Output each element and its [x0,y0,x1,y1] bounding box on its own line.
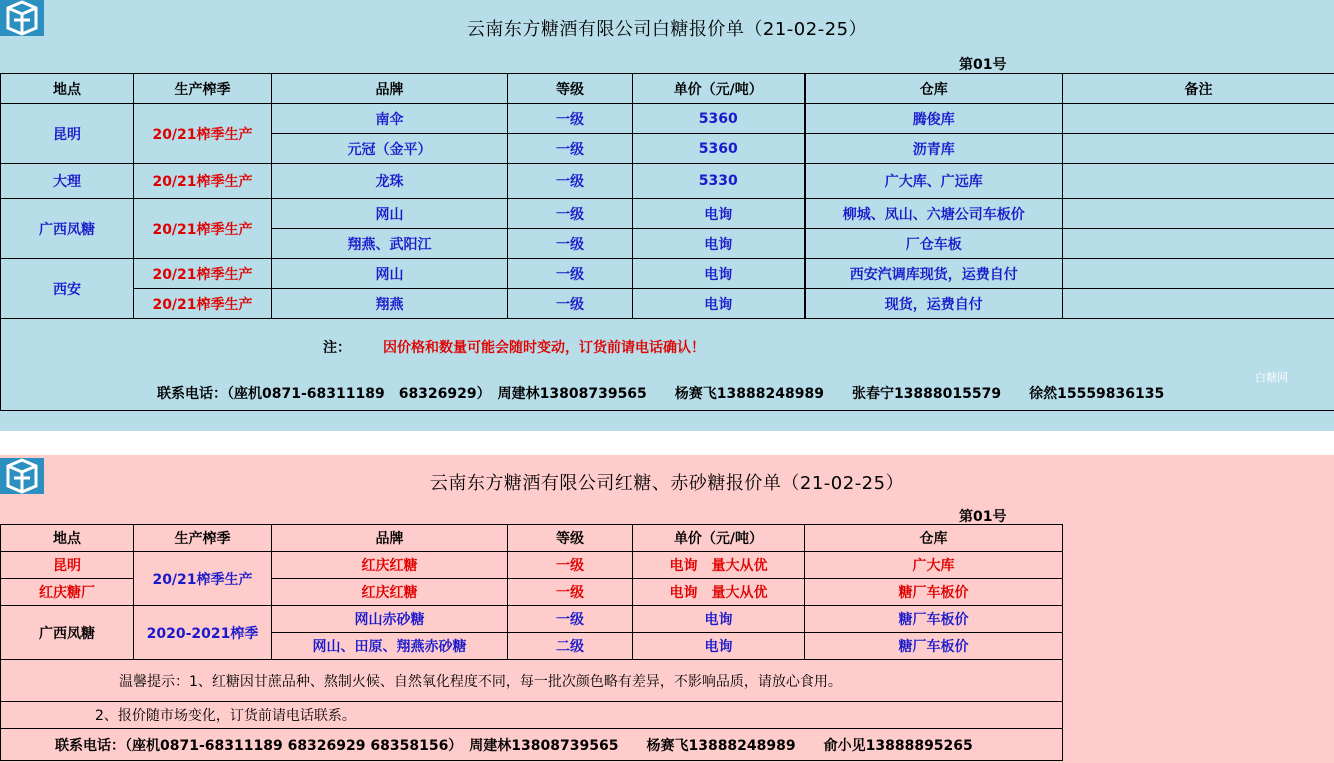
warehouse-cell: 广大库 [805,552,1063,579]
red-sugar-table [0,524,1063,761]
red-sugar-doc-number: 第01号 [959,509,1007,525]
price-cell: 5360 [633,104,805,134]
table-header-row [1,525,1063,552]
red-sugar-sheet [0,455,1334,763]
header-brand: 品牌 [272,74,508,104]
table-row [1,104,1334,134]
brand-cell: 元冠（金平） [272,134,508,164]
table-row [1,164,1334,199]
price-cell: 电询 [633,229,805,259]
table-row [1,289,1334,319]
warehouse-cell: 广大库、广远库 [805,164,1063,199]
brand-cell: 翔燕 [272,289,508,319]
season-cell: 20/21榨季生产 [134,164,272,199]
contact-info: 联系电话：（座机0871-68311189 68326929 68358156） 周建林13808739565 杨赛飞13888248989 俞小见13888895265 [1,729,1063,761]
header-price: 单价（元/吨） [633,74,805,104]
grade-cell: 一级 [508,104,633,134]
table-row [1,199,1334,229]
remark-cell [1063,134,1334,164]
location-cell: 大理 [1,164,134,199]
grade-cell: 一级 [508,134,633,164]
table-row [1,552,1063,579]
brand-cell: 网山赤砂糖 [272,606,508,633]
price-cell: 电询 [633,606,805,633]
grade-cell: 一级 [508,199,633,229]
contact-info: 联系电话：（座机0871-68311189 68326929） 周建林13808739565 杨赛飞13888248989 张春宁13888015579 徐然15559836135 [157,386,1165,402]
brand-cell: 红庆红糖 [272,579,508,606]
season-cell: 20/21榨季生产 [134,259,272,289]
season-cell: 20/21榨季生产 [134,199,272,259]
tip-row [1,660,1063,702]
grade-cell: 一级 [508,579,633,606]
remark-cell [1063,104,1334,134]
grade-cell: 一级 [508,229,633,259]
white-sugar-title: 云南东方糖酒有限公司白糖报价单（21-02-25） [466,19,868,40]
header-price: 单价（元/吨） [633,525,805,552]
header-season: 生产榨季 [134,525,272,552]
price-cell: 5360 [633,134,805,164]
warehouse-cell: 糖厂车板价 [805,633,1063,660]
grade-cell: 一级 [508,552,633,579]
remark-cell [1063,229,1334,259]
brand-cell: 南伞 [272,104,508,134]
location-cell: 西安 [1,259,134,319]
warehouse-cell: 腾俊库 [805,104,1063,134]
brand-cell: 网山、田原、翔燕赤砂糖 [272,633,508,660]
header-location: 地点 [1,74,134,104]
location-cell: 昆明 [1,104,134,164]
season-cell: 20/21榨季生产 [134,289,272,319]
watermark: 白糖网 [1255,371,1288,384]
remark-cell [1063,199,1334,229]
price-cell: 电询 [633,633,805,660]
header-brand: 品牌 [272,525,508,552]
contact-row [1,729,1063,761]
header-location: 地点 [1,525,134,552]
price-cell: 电询 [633,199,805,229]
brand-cell: 网山 [272,199,508,229]
grade-cell: 一级 [508,606,633,633]
grade-cell: 一级 [508,289,633,319]
brand-cell: 龙珠 [272,164,508,199]
table-header-row [1,74,1334,104]
white-sugar-table [0,73,1334,411]
warehouse-cell: 柳城、凤山、六塘公司车板价 [805,199,1063,229]
price-cell: 电询 [633,289,805,319]
brand-cell: 红庆红糖 [272,552,508,579]
brand-cell: 翔燕、武阳江 [272,229,508,259]
grade-cell: 二级 [508,633,633,660]
note-text: 因价格和数量可能会随时变动，订货前请电话确认！ [383,340,705,356]
season-cell: 2020-2021榨季 [134,606,272,660]
header-grade: 等级 [508,74,633,104]
grade-cell: 一级 [508,259,633,289]
grade-cell: 一级 [508,164,633,199]
price-cell: 5330 [633,164,805,199]
warehouse-cell: 厂仓车板 [805,229,1063,259]
location-cell: 红庆糖厂 [1,579,134,606]
warehouse-cell: 西安汽调库现货，运费自付 [805,259,1063,289]
tip-one: 温馨提示：1、红糖因甘蔗品种、熬制火候、自然氧化程度不同，每一批次颜色略有差异，不影响品质，请放心食用。 [1,660,1063,702]
warehouse-cell: 现货，运费自付 [805,289,1063,319]
brand-cell: 网山 [272,259,508,289]
warehouse-cell: 糖厂车板价 [805,579,1063,606]
warehouse-cell: 沥青库 [805,134,1063,164]
remark-cell [1063,259,1334,289]
table-row [1,606,1063,633]
white-sugar-doc-number: 第01号 [959,57,1007,73]
price-cell: 电询 [633,259,805,289]
tip-row [1,702,1063,729]
note-row [1,319,1334,411]
location-cell: 广西凤糖 [1,606,134,660]
price-cell: 电询 量大从优 [633,552,805,579]
location-cell: 昆明 [1,552,134,579]
header-warehouse: 仓库 [805,74,1063,104]
remark-cell [1063,164,1334,199]
location-cell: 广西凤糖 [1,199,134,259]
header-grade: 等级 [508,525,633,552]
season-cell: 20/21榨季生产 [134,104,272,164]
price-cell: 电询 量大从优 [633,579,805,606]
table-row [1,259,1334,289]
header-season: 生产榨季 [134,74,272,104]
season-cell: 20/21榨季生产 [134,552,272,606]
remark-cell [1063,289,1334,319]
tip-two: 2、报价随市场变化，订货前请电话联系。 [1,702,1063,729]
note-label: 注： [323,340,351,356]
header-warehouse: 仓库 [805,525,1063,552]
warehouse-cell: 糖厂车板价 [805,606,1063,633]
red-sugar-title: 云南东方糖酒有限公司红糖、赤砂糖报价单（21-02-25） [429,473,905,494]
header-remark: 备注 [1063,74,1334,104]
